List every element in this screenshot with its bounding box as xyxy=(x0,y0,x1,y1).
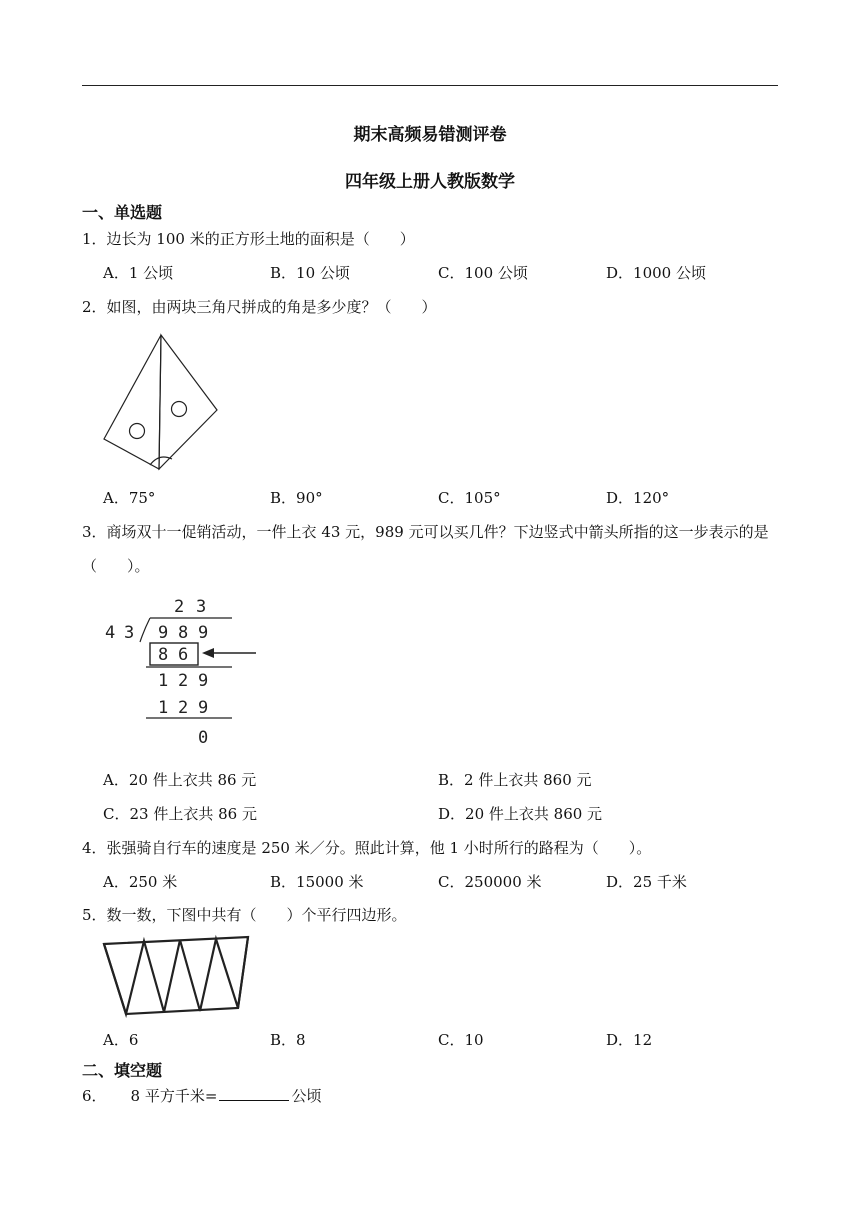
question-1-option-a[interactable]: A．1 公顷 xyxy=(103,264,174,282)
question-5-option-d[interactable]: D．12 xyxy=(606,1031,653,1049)
question-5-option-a[interactable]: A．6 xyxy=(103,1031,139,1049)
quotient-digit: 2 xyxy=(174,597,185,617)
section-heading-fill-blank: 二、填空题 xyxy=(82,1061,163,1080)
question-5-option-b[interactable]: B．8 xyxy=(270,1031,306,1049)
question-6 xyxy=(82,1086,321,1106)
parallelogram-figure xyxy=(100,932,255,1018)
dividend-digit: 9 xyxy=(158,623,169,643)
question-3-option-c[interactable]: C．23 件上衣共 86 元 xyxy=(103,805,257,823)
question-4-option-b[interactable]: B．15000 米 xyxy=(270,873,364,891)
question-4-text: 4．张强骑自行车的速度是 250 米／分。照此计算，他 1 小时所行的路程为（ ）。 xyxy=(82,839,652,857)
question-6-prefix: 8 平方千米= xyxy=(130,1087,218,1105)
question-4-option-a[interactable]: A．250 米 xyxy=(103,873,178,891)
dividend-digit: 9 xyxy=(198,623,209,643)
question-1-option-c[interactable]: C．100 公顷 xyxy=(438,264,528,282)
remainder-digit: 0 xyxy=(198,728,209,748)
question-2-option-d[interactable]: D．120° xyxy=(606,489,670,507)
page-subtitle: 四年级上册人教版数学 xyxy=(345,172,515,192)
question-1-option-b[interactable]: B．10 公顷 xyxy=(270,264,350,282)
question-3-option-d[interactable]: D．20 件上衣共 860 元 xyxy=(438,805,603,823)
question-5-text: 5．数一数，下图中共有（ ）个平行四边形。 xyxy=(82,906,407,924)
page-title: 期末高频易错测评卷 xyxy=(353,125,507,145)
question-1-text: 1．边长为 100 米的正方形土地的面积是（ ） xyxy=(82,230,415,248)
quotient-digit: 3 xyxy=(196,597,207,617)
question-2-option-a[interactable]: A．75° xyxy=(103,489,156,507)
question-2-text: 2．如图，由两块三角尺拼成的角是多少度？（ ） xyxy=(82,298,437,316)
question-6-suffix: 公顷 xyxy=(291,1087,322,1105)
step-digit: 2 xyxy=(178,698,189,718)
question-4-option-c[interactable]: C．250000 米 xyxy=(438,873,542,891)
long-division-figure xyxy=(100,590,265,750)
triangle-rulers-figure xyxy=(100,332,222,474)
question-2-option-b[interactable]: B．90° xyxy=(270,489,323,507)
question-3-option-a[interactable]: A．20 件上衣共 86 元 xyxy=(103,771,257,789)
dividend-digit: 8 xyxy=(178,623,189,643)
step-digit: 9 xyxy=(198,671,209,691)
step-digit: 1 xyxy=(158,698,169,718)
question-4-option-d[interactable]: D．25 千米 xyxy=(606,873,687,891)
divisor-digit: 3 xyxy=(124,623,135,643)
section-heading-single-choice: 一、单选题 xyxy=(82,203,163,222)
arrow-icon xyxy=(202,648,214,658)
step-digit: 1 xyxy=(158,671,169,691)
question-5-option-c[interactable]: C．10 xyxy=(438,1031,484,1049)
step-digit: 9 xyxy=(198,698,209,718)
answer-blank[interactable] xyxy=(219,1086,289,1101)
header-rule xyxy=(82,85,778,86)
question-3-option-b[interactable]: B．2 件上衣共 860 元 xyxy=(438,771,592,789)
question-1-option-d[interactable]: D．1000 公顷 xyxy=(606,264,706,282)
question-2-option-c[interactable]: C．105° xyxy=(438,489,501,507)
step-digit: 8 xyxy=(158,645,169,665)
step-digit: 2 xyxy=(178,671,189,691)
question-3-text: 3．商场双十一促销活动，一件上衣 43 元，989 元可以买几件？下边竖式中箭头所指的这一步表示的是（ ）。 xyxy=(82,523,769,575)
divisor-digit: 4 xyxy=(105,623,116,643)
step-digit: 6 xyxy=(178,645,189,665)
question-6-number: 6． xyxy=(82,1087,107,1105)
